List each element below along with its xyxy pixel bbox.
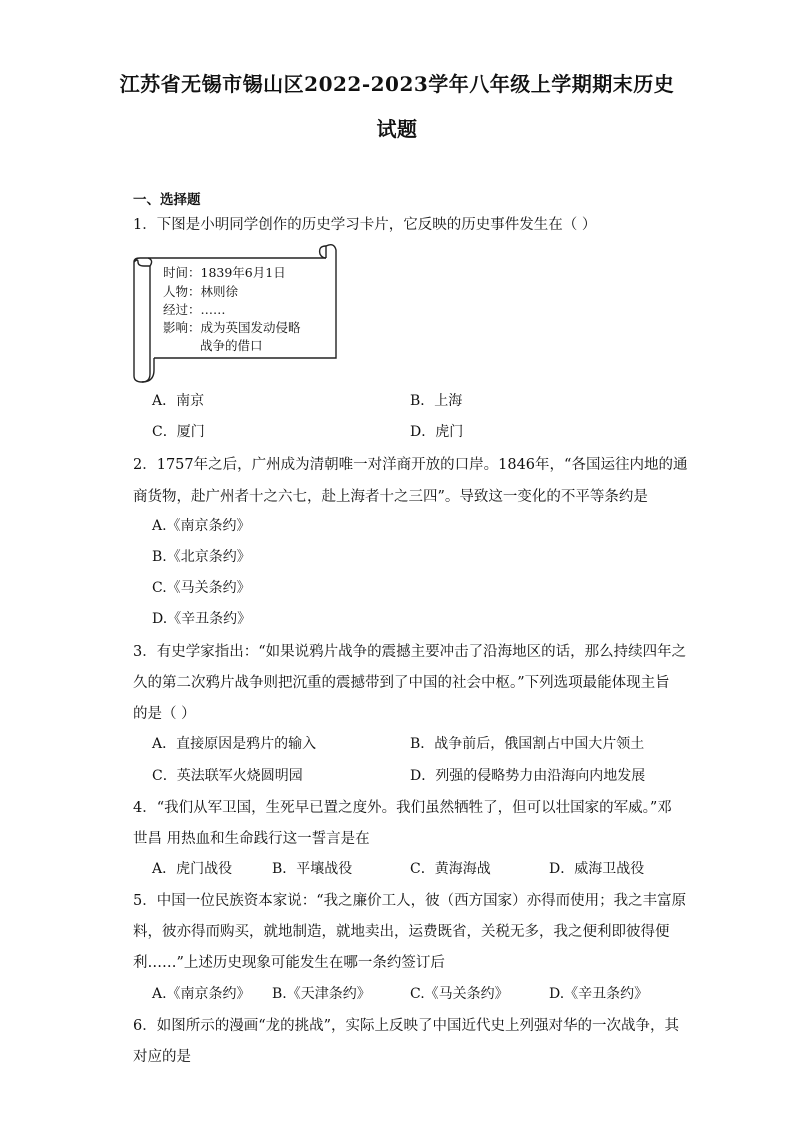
card-process: 经过：…… xyxy=(163,302,226,317)
q5-stem-line3: 利……”上述历史现象可能发生在哪一条约签订后 xyxy=(133,955,445,971)
q4-option-a[interactable]: A．虎门战役 xyxy=(152,861,233,877)
q5-stem-line1: 5．中国一位民族资本家说：“我之廉价工人，彼（西方国家）亦得而使用；我之丰富原 xyxy=(133,893,687,909)
q5-option-b[interactable]: B.《天津条约》 xyxy=(272,986,371,1002)
q1-stem: 1．下图是小明同学创作的历史学习卡片，它反映的历史事件发生在（ ） xyxy=(133,217,597,233)
q5-option-c[interactable]: C.《马关条约》 xyxy=(410,986,509,1002)
q5-option-d[interactable]: D.《辛丑条约》 xyxy=(549,986,649,1002)
q3-option-a[interactable]: A．直接原因是鸦片的输入 xyxy=(152,736,317,752)
q3-stem-line3: 的是（ ） xyxy=(133,706,196,722)
q4-option-d[interactable]: D．威海卫战役 xyxy=(549,861,645,877)
q3-option-d[interactable]: D．列强的侵略势力由沿海向内地发展 xyxy=(410,768,646,784)
card-time: 时间：1839年6月1日 xyxy=(163,265,286,280)
q3-option-b[interactable]: B．战争前后，俄国割占中国大片领土 xyxy=(410,736,645,752)
section-heading: 一、选择题 xyxy=(133,192,201,208)
q2-option-a[interactable]: A.《南京条约》 xyxy=(152,518,251,534)
card-person: 人物：林则徐 xyxy=(163,284,239,299)
q2-option-b[interactable]: B.《北京条约》 xyxy=(152,549,251,565)
q3-stem-line1: 3．有史学家指出：“如果说鸦片战争的震撼主要冲击了沿海地区的话，那么持续四年之 xyxy=(133,644,687,660)
q4-stem-line1: 4．“我们从军卫国，生死早已置之度外。我们虽然牺牲了，但可以壮国家的军威。”邓 xyxy=(133,800,672,816)
q2-stem-line1: 2．1757年之后，广州成为清朝唯一对洋商开放的口岸。1846年，“各国运往内地的通 xyxy=(133,457,688,473)
q1-option-c[interactable]: C．厦门 xyxy=(152,424,205,440)
q2-option-d[interactable]: D.《辛丑条约》 xyxy=(152,611,252,627)
q1-option-a[interactable]: A．南京 xyxy=(152,393,205,409)
q1-option-d[interactable]: D．虎门 xyxy=(410,424,464,440)
q5-stem-line2: 料，彼亦得而购买，就地制造，就地卖出，运费既省，关税无多，我之便利即彼得便 xyxy=(133,924,670,940)
q2-stem-line2: 商货物，赴广州者十之六七，赴上海者十之三四”。导致这一变化的不平等条约是 xyxy=(133,489,648,505)
q4-option-b[interactable]: B．平壤战役 xyxy=(272,861,353,877)
q3-stem-line2: 久的第二次鸦片战争则把沉重的震撼带到了中国的社会中枢。”下列选项最能体现主旨 xyxy=(133,675,670,691)
q6-stem-line2: 对应的是 xyxy=(133,1049,191,1065)
q5-option-a[interactable]: A.《南京条约》 xyxy=(152,986,251,1002)
q4-option-c[interactable]: C．黄海海战 xyxy=(410,861,491,877)
document-title-line1: 江苏省无锡市锡山区2022-2023学年八年级上学期期末历史 xyxy=(119,72,675,96)
q1-option-b[interactable]: B．上海 xyxy=(410,393,463,409)
q4-stem-line2: 世昌 用热血和生命践行这一誓言是在 xyxy=(133,831,370,847)
q6-stem-line1: 6．如图所示的漫画“龙的挑战”，实际上反映了中国近代史上列强对华的一次战争，其 xyxy=(133,1018,680,1034)
q2-option-c[interactable]: C.《马关条约》 xyxy=(152,580,251,596)
card-impact: 影响：成为英国发动侵略 xyxy=(163,320,301,335)
q3-option-c[interactable]: C．英法联军火烧圆明园 xyxy=(152,768,303,784)
document-title-line2: 试题 xyxy=(376,117,418,141)
card-impact-cont: 战争的借口 xyxy=(200,338,263,353)
